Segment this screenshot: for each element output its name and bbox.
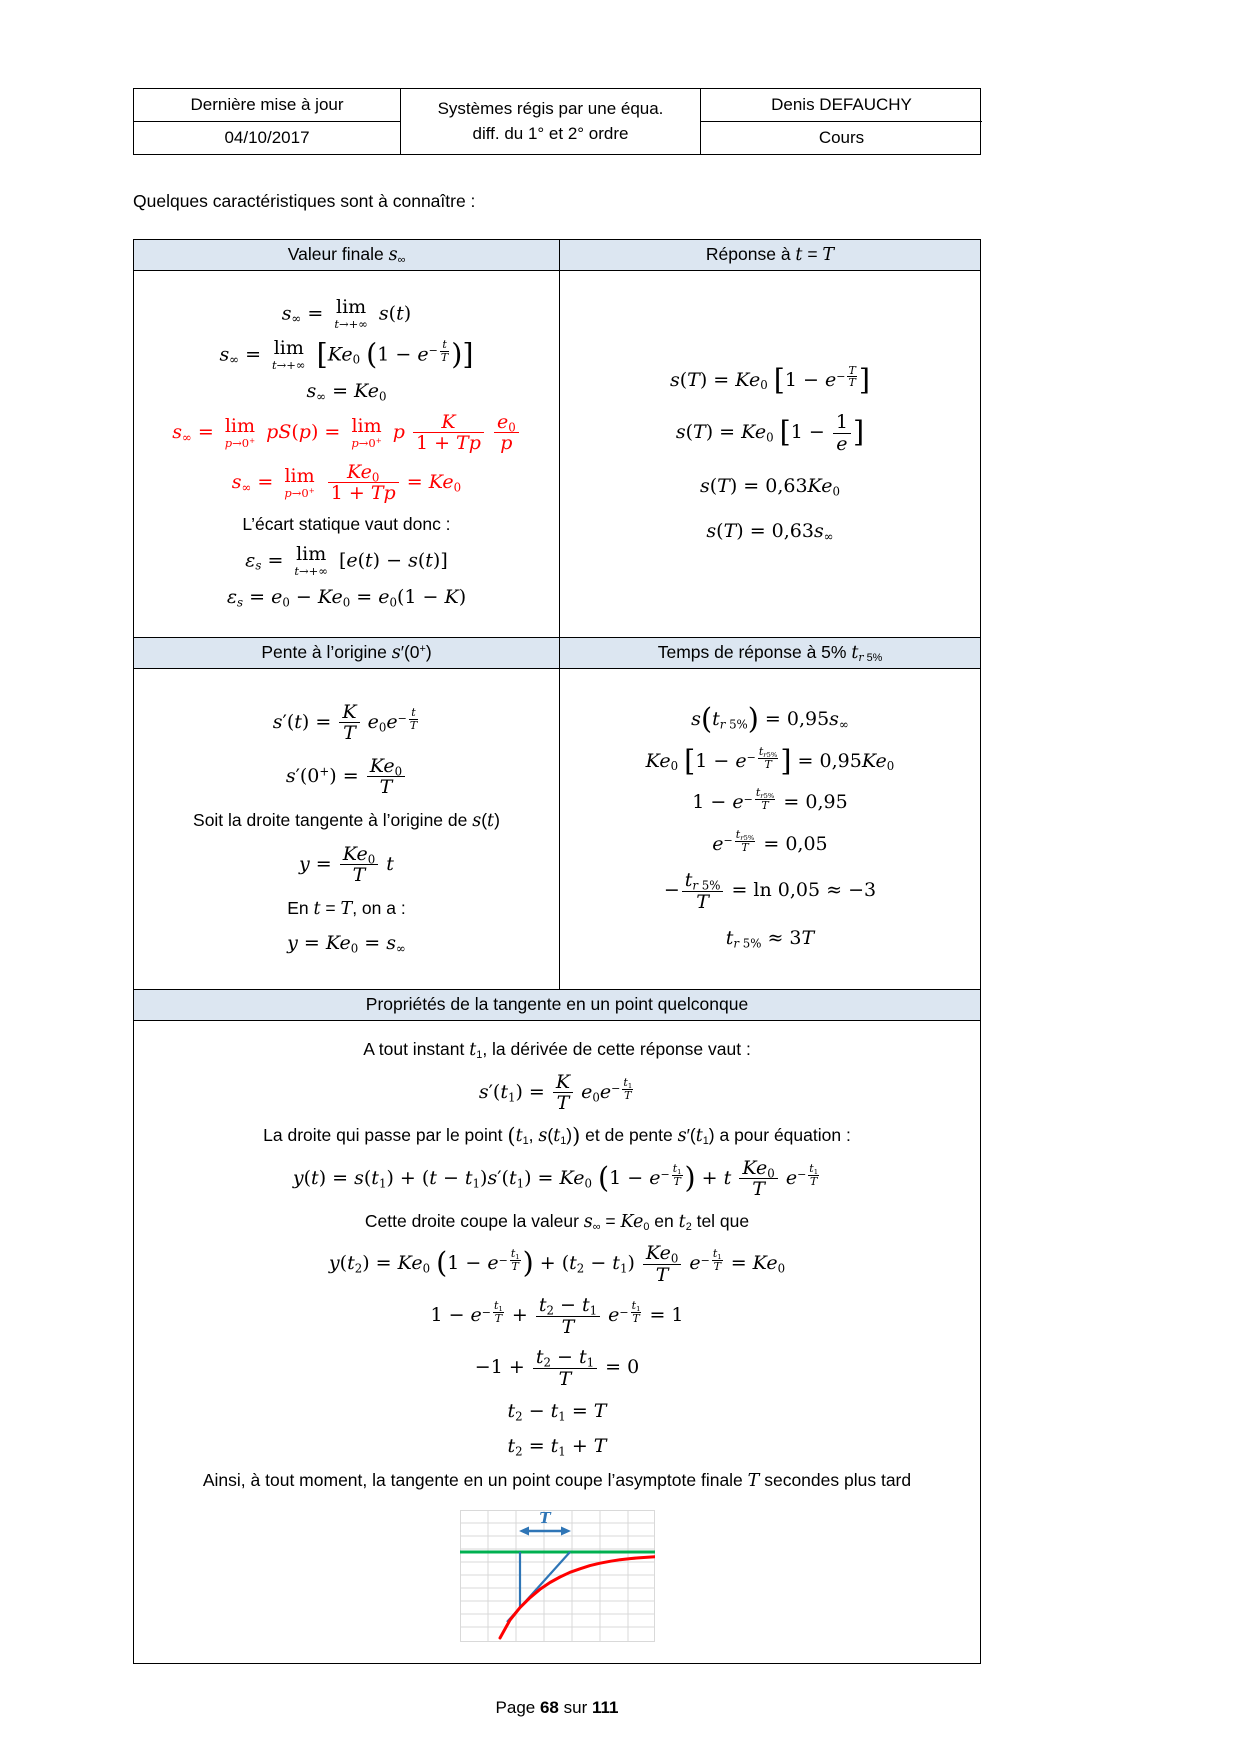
text-line: A tout instant $t_1$, la dérivée de cette réponse vaut : (363, 1039, 751, 1062)
document-page (133, 88, 981, 1718)
section-title-tangente: Propriétés de la tangente en un point quelconque (134, 990, 980, 1021)
pente-origine-cell (134, 669, 560, 990)
doc-type: Cours (818, 128, 865, 147)
text-line: La droite qui passe par le point ($t_1$, $s(t_1)$) et de pente $s'(t_1)$ a pour équation : (263, 1123, 851, 1148)
formula-line: $e^{- \frac{t_{r5\%}}{T}}$ = 0,05 (712, 827, 828, 855)
formula-line: $s(T) = Ke_0$ [1 − $\frac{1}{e}$ ] (675, 411, 865, 455)
intro-text: Quelques caractéristiques sont à connaître : (133, 191, 476, 211)
section-title-valeur-finale: Valeur finale $s_\infty$ (134, 240, 560, 271)
formula-line: $s(T) = Ke_0$ [$1 - e^{- \frac{T}{T}}$ ] (669, 362, 870, 396)
formula-line: −1 + $\frac{t_2 - t_1}{T}$ = 0 (474, 1346, 640, 1390)
text-line: Soit la droite tangente à l’origine de s(t) (193, 809, 500, 831)
formula-line: $t_2 = t_1 + T$ (507, 1435, 607, 1459)
tangente-cell (134, 1021, 980, 1663)
tangent-chart (460, 1510, 655, 1647)
formula-line: $s_\infty = \lim$ t→+∞ s(t) (281, 296, 412, 332)
content-row-3 (134, 1021, 980, 1663)
header-col-title (401, 89, 701, 154)
formula-line: y = $\frac{Ke_0}{T}$ t (299, 842, 394, 887)
reponse-T-cell (560, 271, 980, 638)
formula-line-laplace: $s_\infty = \lim$ p→0+ $\frac{Ke_0}{1 + Tp}$ = $Ke_0$ (231, 460, 462, 505)
formula-line: $t_{r 5\%} \approx 3T$ (725, 927, 815, 951)
header-col-author (701, 89, 982, 154)
section-title-pente-origine: Pente à l’origine s′(0+) (134, 638, 560, 669)
section-title-temps-reponse: Temps de réponse à 5% $t_{r 5\%}$ (560, 638, 980, 669)
characteristics-table (133, 239, 981, 1664)
formula-line: $1 - e^{- \frac{t_1}{T}}$ + $\frac{t_2 - t_1}{T}$ $e^{- \frac{t_1}{T}}$ = 1 (430, 1294, 684, 1338)
formula-line: $s'(t_1)$ = $\frac{K}{T}$ $e_0e^{- \frac{t_1}{T}}$ (478, 1070, 633, 1115)
last-update-label: Dernière mise à jour (134, 89, 400, 122)
last-update-value: 04/10/2017 (224, 128, 310, 147)
content-row-1 (134, 271, 980, 638)
formula-line: s′(t) = $\frac{K}{T}$ $e_0e^{- \frac{t}{T}}$ (272, 700, 418, 745)
formula-line: $Ke_0$ [$1 - e^{- \frac{t_{r5\%}}{T}}$ ] = $0,95Ke_0$ (645, 744, 895, 778)
text-line: L’écart statique vaut donc : (242, 513, 451, 534)
text-line: En t = T, on a : (287, 897, 406, 919)
header-table (133, 88, 981, 155)
title-row-3 (134, 990, 980, 1021)
text-line: Ainsi, à tout moment, la tangente en un point coupe l’asymptote finale T secondes plus tard (202, 1469, 912, 1491)
formula-line: $y(t) = s(t_1) + (t - t_1)s'(t_1) = Ke_0$ ($1 - e^{- \frac{t_1}{T}}$ ) + t $\frac{Ke_0}{T}$ $e^{- \frac{t_1}{T}}$ (292, 1156, 819, 1201)
content-row-2 (134, 669, 980, 990)
temps-reponse-cell (560, 669, 980, 990)
text-line: Cette droite coupe la valeur $s_\infty = Ke_0$ en $t_2$ tel que (364, 1210, 750, 1233)
formula-line: − $\frac{t_{r 5\%}}{T}$ = ln 0,05 ≈ −3 (663, 869, 877, 913)
title-row-1 (134, 240, 980, 271)
t-interval-arrow (519, 1526, 571, 1535)
formula-line: $y(t_2) = Ke_0$ ($1 - e^{- \frac{t_1}{T}}$ ) + $(t_2 - t_1)$ $\frac{Ke_0}{T}$ $e^{- \frac{t_1}{T}}$ = $Ke_0$ (328, 1242, 786, 1286)
formula-line: $s(T) = 0,63Ke_0$ (699, 475, 840, 499)
formula-line: $s_\infty = Ke_0$ (306, 380, 387, 404)
title-row-2 (134, 638, 980, 669)
formula-line: $s(t_{r 5\%}) = 0,95s_\infty$ (691, 702, 849, 736)
course-title (401, 89, 700, 154)
response-curve (500, 1556, 655, 1637)
valeur-finale-cell (134, 271, 560, 638)
page-number: Page 68 sur 111 (495, 1697, 619, 1717)
formula-line: $\varepsilon_s = \lim$ t→+∞ [e(t) − s(t)] (245, 542, 448, 578)
formula-line: $1 - e^{- \frac{t_{r5\%}}{T}}$ = 0,95 (692, 786, 848, 814)
formula-line: $t_2 - t_1 = T$ (507, 1400, 607, 1424)
author-name: Denis DEFAUCHY (701, 89, 982, 122)
t-interval-label: T (538, 1509, 551, 1527)
formula-line-laplace: $s_\infty = \lim$ p→0+ pS(p) = lim p→0+ p $\frac{K}{1 + Tp}$ $\frac{e_0}{p}$ (172, 412, 520, 454)
section-title-reponse-T: Réponse à t = T (560, 240, 980, 271)
formula-line: $s(T) = 0,63s_\infty$ (706, 519, 834, 544)
header-col-update (134, 89, 401, 154)
tangent-chart-svg (460, 1510, 655, 1642)
formula-line: s′(0+) = $\frac{Ke_0}{T}$ (286, 756, 407, 798)
formula-line: $y = Ke_0 = s_\infty$ (287, 932, 406, 956)
formula-line: $s_\infty = \lim$ t→+∞ [$Ke_0$ ($1 - e^{- \frac{t}{T}}$ )] (219, 336, 474, 372)
course-title-line1: Systèmes régis par une équa. (437, 98, 664, 118)
course-title-line2: diff. du 1° et 2° ordre (472, 123, 629, 143)
formula-line: $\varepsilon_s = e_0 - Ke_0 = e_0(1 - K)$ (226, 586, 467, 610)
